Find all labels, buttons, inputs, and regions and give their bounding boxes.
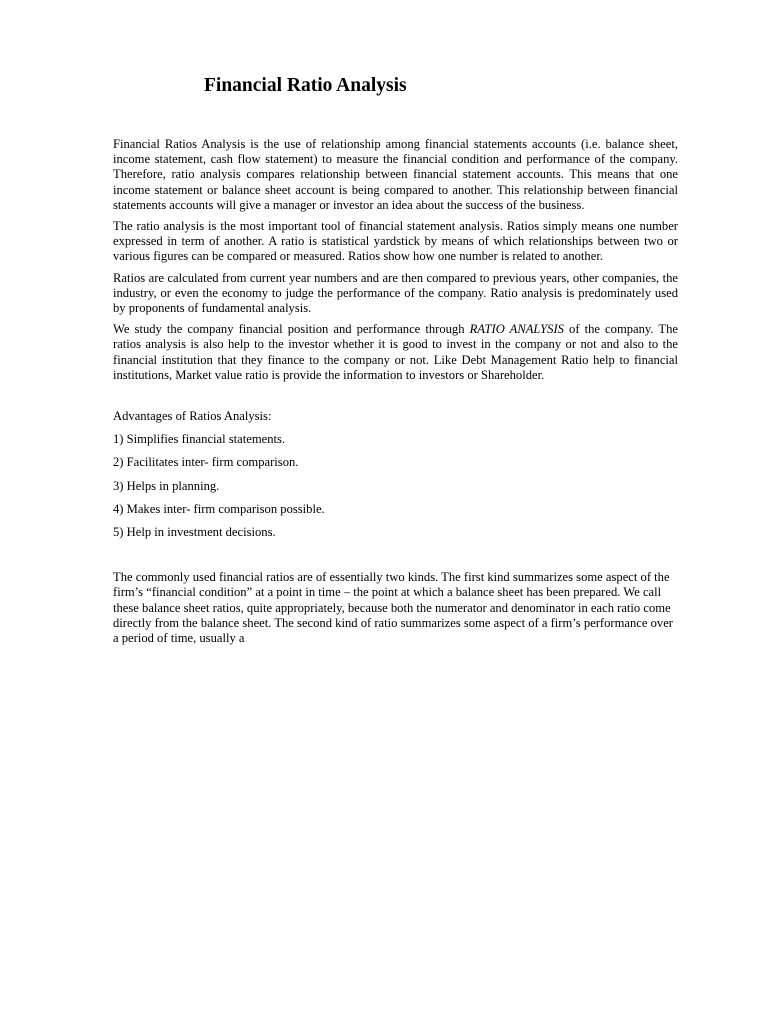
advantage-item: 3) Helps in planning. <box>113 478 220 493</box>
advantage-item: 1) Simplifies financial statements. <box>113 432 286 447</box>
study-paragraph-start: We study the company financial position and performance through <box>113 322 470 337</box>
study-paragraph-end: of the company. The ratios analysis is also help to the investor whether it is good to invest in the company or not and also to the financial institution that they finance to the company or not. Like Debt Management Ratio help to financial institutions, Market value ratio is provide the information to investors or Shareholder. <box>113 322 678 382</box>
advantages-heading: Advantages of Ratios Analysis: <box>113 409 272 424</box>
ratio-comparison-paragraph: Ratios are calculated from current year numbers and are then compared to previous years, other companies, the industry, or even the economy to judge the performance of the company. Ratio analysis is predominately used by proponents of fundamental analysis. <box>113 270 678 316</box>
advantages-list <box>113 432 678 540</box>
document-title: Financial Ratio Analysis <box>204 75 407 96</box>
closing-paragraph: The commonly used financial ratios are of essentially two kinds. The first kind summarizes some aspect of the firm’s “financial condition” at a point in time – the point at which a balance sheet has been prepared. We call these balance sheet ratios, quite appropriately, because both the numerator and denominator in each ratio come directly from the balance sheet. The second kind of ratio summarizes some aspect of a firm’s performance over a period of time, usually a <box>113 570 673 646</box>
document-body <box>113 137 678 652</box>
ratio-tool-paragraph: The ratio analysis is the most important tool of financial statement analysis. Ratios simply means one number expressed in term of another. A ratio is statistical yardstick by means of which relationships between two or various figures can be compared or measured. Ratios show how one number is related to another. <box>113 219 678 264</box>
advantage-item: 4) Makes inter- firm comparison possible. <box>113 501 325 516</box>
advantage-item: 5) Help in investment decisions. <box>113 525 276 540</box>
study-paragraph-emphasis: RATIO ANALYSIS <box>469 322 564 337</box>
advantage-item: 2) Facilitates inter- firm comparison. <box>113 455 299 470</box>
study-paragraph <box>113 322 678 383</box>
intro-paragraph: Financial Ratios Analysis is the use of relationship among financial statements accounts (i.e. balance sheet, income statement, cash flow statement) to measure the financial condition and performance of the company. Therefore, ratio analysis compares relationship between financial statement accounts. This means that one income statement or balance sheet account is being compared to another. This relationship between financial statements accounts will give a manager or investor an idea about the success of the business. <box>113 137 678 212</box>
